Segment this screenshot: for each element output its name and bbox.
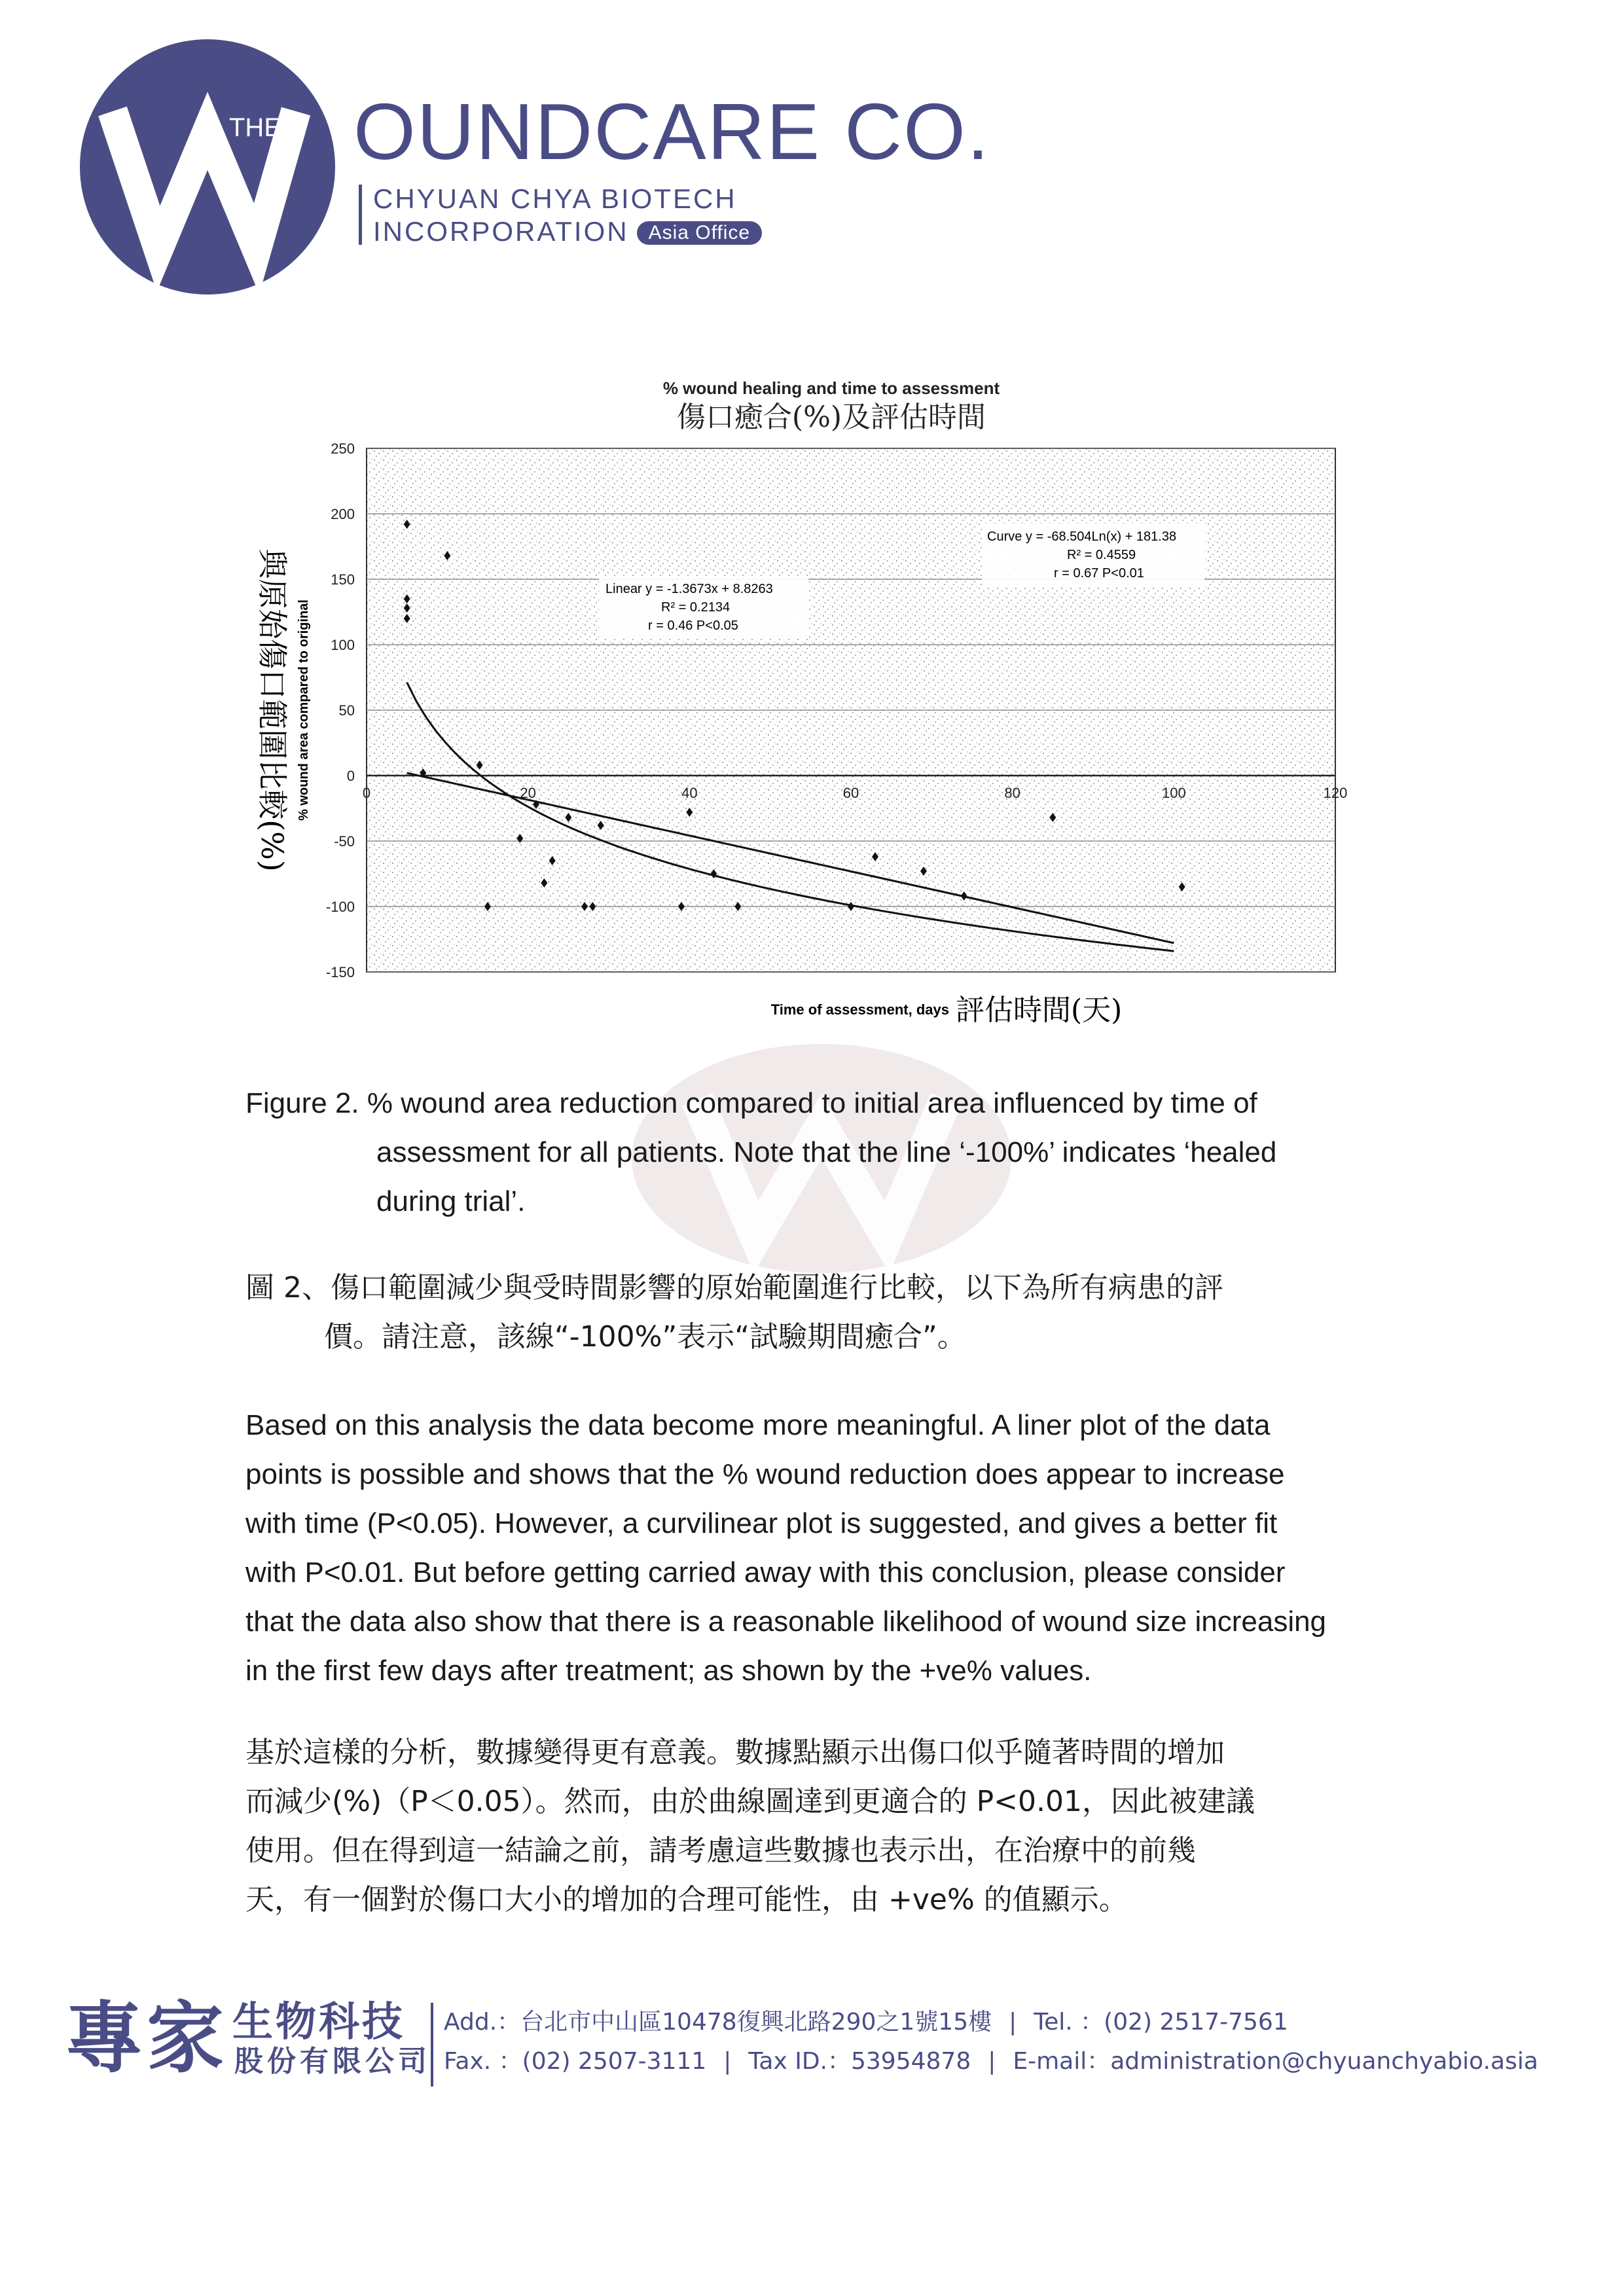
x-tick-label: 0 [362,785,371,801]
curve-fit-annotation [982,524,1204,588]
figure-caption-en [245,1079,1371,1226]
logo-the-text: THE [229,113,281,142]
linear-annotation-line2: R² = 0.2134 [661,600,731,615]
y-tick-label: 100 [331,637,355,653]
caption-en-line2: assessment for all patients. Note that the line ‘-100%’ indicates ‘healed [376,1136,1277,1168]
para-en-line: in the first few days after treatment; as shown by the +ve% values. [245,1655,1092,1687]
x-tick-label: 100 [1161,785,1186,801]
para-en-line: with time (P<0.05). However, a curvilinear plot is suggested, and gives a better fit [245,1507,1278,1539]
x-tick-label: 80 [1004,785,1020,801]
caption-zh-line1: 圖 2、傷口範圍減少與受時間影響的原始範圍進行比較，以下為所有病患的評 [245,1271,1223,1304]
footer-separator: | [1009,2009,1017,2036]
footer-company-name-top: 生物科技 [232,1998,406,2045]
para-en-line: points is possible and shows that the % wound reduction does appear to increase [245,1458,1285,1490]
x-axis-label-zh: 評估時間(天) [956,994,1123,1027]
logo-w-mark [80,39,335,295]
footer-divider [431,2003,433,2087]
y-tick-label: -150 [325,964,355,980]
footer-separator: | [988,2048,996,2075]
curve-annotation-line2: R² = 0.4559 [1067,548,1136,562]
figure-caption-zh [245,1263,1371,1361]
para-en-line: Based on this analysis the data become more meaningful. A liner plot of the data [245,1409,1271,1441]
brand-name: OUNDCARE CO. [353,87,990,176]
caption-en-line3: during trial’. [376,1185,526,1217]
para-zh-line: 使用。但在得到這一結論之前，請考慮這些數據也表示出，在治療中的前幾 [245,1834,1196,1867]
curve-annotation-line1: Curve y = -68.504Ln(x) + 181.38 [987,529,1177,544]
linear-annotation-line1: Linear y = -1.3673x + 8.8263 [605,582,773,596]
para-en-line: with P<0.01. But before getting carried away with this conclusion, please consider [245,1556,1286,1588]
y-tick-label: -100 [325,899,355,915]
chart-title-zh: 傷口癒合(%)及評估時間 [676,401,986,434]
brand-divider [359,185,362,245]
y-axis-label: % wound area compared to original [297,600,311,821]
footer-company-name-big: 專家 [65,1993,228,2083]
x-tick-label: 20 [520,785,536,801]
y-axis-label-zh: 與原始傷口範圍比較(%) [255,548,290,872]
y-tick-label: 250 [331,440,355,457]
para-zh-line: 天，有一個對於傷口大小的增加的合理可能性，由 +ve% 的值顯示。 [245,1883,1128,1916]
footer-contact-line2 [444,2050,1538,2073]
y-tick-label: 50 [338,702,355,719]
footer-contact-line1 [444,2011,1288,2034]
y-tick-label: -50 [334,833,355,850]
y-axis-ticks [326,440,355,980]
caption-en-line1: Figure 2. % wound area reduction compared to initial area influenced by time of [245,1087,1257,1119]
asia-office-badge: Asia Office [637,221,763,245]
fax-label: Fax. ： [444,2048,522,2075]
email-link[interactable]: administration@chyuanchyabio.asia [1110,2048,1538,2075]
x-axis-label: Time of assessment, days [770,1001,949,1018]
chart-title: % wound healing and time to assessment [662,378,1000,398]
fax-value: (02) 2507-3111 [522,2048,707,2075]
brand-subtitle-2 [373,218,762,245]
wound-healing-chart [236,367,1388,1034]
taxid-label: Tax ID.： [748,2048,851,2075]
company-logo [80,39,335,295]
y-tick-label: 200 [331,506,355,522]
footer-company-name-bottom: 股份有限公司 [234,2045,431,2078]
brand-subtitle-1: CHYUAN CHYA BIOTECH [373,183,737,214]
footer-separator: | [723,2048,732,2075]
taxid-value: 53954878 [851,2048,971,2075]
para-zh-line: 基於這樣的分析，數據變得更有意義。數據點顯示出傷口似乎隨著時間的增加 [245,1736,1225,1769]
linear-fit-annotation [599,576,808,639]
brand-subtitle-2-text: INCORPORATION [373,216,629,247]
linear-annotation-line3: r = 0.46 P<0.05 [648,619,738,633]
y-tick-label: 150 [331,571,355,588]
address-label: Add.： [444,2009,521,2036]
x-tick-label: 40 [681,785,698,801]
email-label: E-mail： [1013,2048,1111,2075]
caption-zh-line2: 價。請注意，該線“-100%”表示“試驗期間癒合”。 [324,1320,966,1354]
para-zh-line: 而減少(%)（P＜0.05）。然而，由於曲線圖達到更適合的 P<0.01，因此被建議 [245,1785,1255,1818]
y-tick-label: 0 [346,768,355,784]
analysis-paragraph-en [245,1401,1371,1695]
analysis-paragraph-zh [245,1728,1371,1924]
x-tick-label: 120 [1323,785,1348,801]
tel-value: (02) 2517-7561 [1104,2009,1288,2036]
tel-label: Tel. ： [1034,2009,1104,2036]
para-en-line: that the data also show that there is a reasonable likelihood of wound size increasing [245,1605,1327,1638]
address-value: 台北市中山區10478復興北路290之1號15樓 [520,2009,992,2036]
x-tick-label: 60 [842,785,859,801]
curve-annotation-line3: r = 0.67 P<0.01 [1054,566,1144,581]
